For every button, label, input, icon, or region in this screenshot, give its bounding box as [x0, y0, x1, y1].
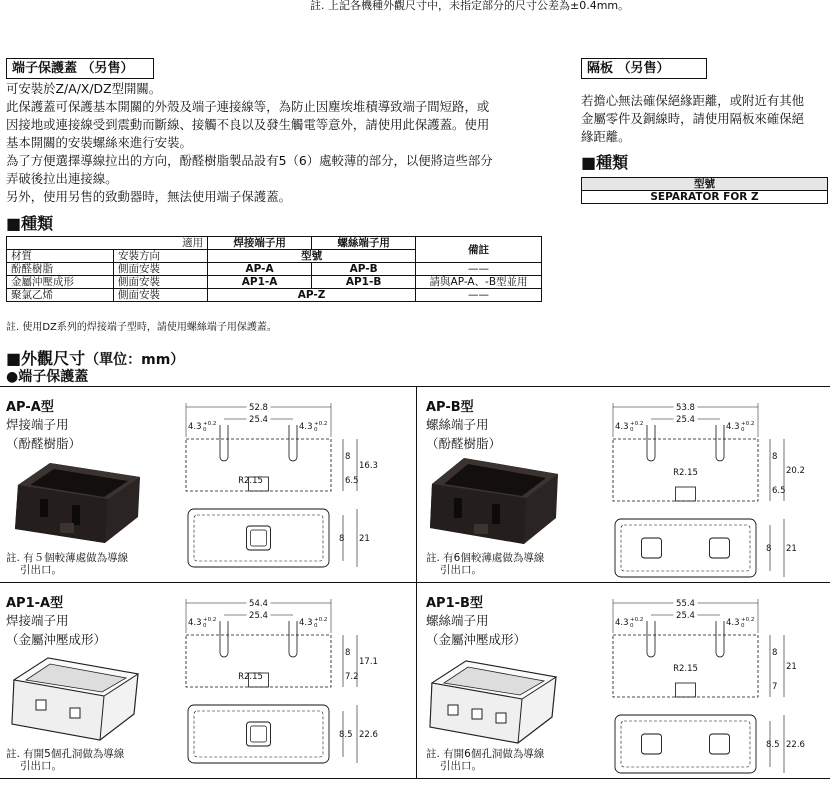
dim-slot-left-zero: 0 — [203, 427, 207, 433]
dim-slot-right-plus: +0.2 — [314, 617, 328, 623]
cell-screw: AP-B — [312, 263, 416, 276]
plan-view-inner — [621, 525, 750, 571]
dim-lower-label: 6.5 — [345, 476, 359, 486]
dim-d3-label: 8 — [766, 544, 772, 554]
dim-slot-right: 4.3 — [299, 422, 313, 432]
cover-line: 基本開關的安裝螺絲來進行安裝。 — [6, 135, 192, 150]
bottom-notch — [676, 487, 696, 501]
top-tolerance-note: 註. 上記各機種外觀尺寸中，未指定部分的尺寸公差為±0.4mm。 — [310, 0, 630, 12]
th-note: 備註 — [416, 237, 542, 263]
cover-line: 另外，使用另售的致動器時，無法使用端子保護蓋。 — [6, 189, 291, 204]
dim-slot-left-plus: +0.2 — [630, 421, 644, 427]
dim-slot-left-zero: 0 — [630, 427, 634, 433]
dim-cell-material: （金屬沖壓成形） — [426, 632, 527, 647]
slot-left — [220, 621, 228, 657]
cell-both: AP-Z — [208, 289, 416, 302]
note-line: 註. 有開6個孔洞做為導線 — [426, 748, 545, 760]
dim-slot-left-zero: 0 — [203, 623, 207, 629]
dim-pitch-label: 25.4 — [249, 415, 268, 425]
plan-hole — [642, 538, 662, 558]
dim-height-label: 20.2 — [786, 466, 805, 476]
dim-pitch-label: 25.4 — [676, 415, 695, 425]
cell-note: —— — [416, 263, 542, 276]
dim-cell-title: AP1-A型 — [6, 596, 64, 611]
note-line: 引出口。 — [440, 760, 482, 772]
radius-label: R2.15 — [673, 664, 698, 674]
th-model: 型號 — [208, 250, 416, 263]
cell-material: 金屬沖壓成形 — [7, 276, 114, 289]
dim-lower-label: 7.2 — [345, 672, 359, 682]
dim-width-label: 52.8 — [249, 403, 268, 413]
separator-line: 緣距離。 — [581, 129, 631, 144]
dim-slot-left: 4.3 — [615, 422, 629, 432]
separator-types-heading: ■種類 — [581, 153, 629, 172]
dim-cell-sub: 焊接端子用 — [6, 417, 69, 432]
cell-mount: 側面安裝 — [114, 276, 208, 289]
th-applicable: 適用 — [7, 237, 208, 250]
separator-line: 若擔心無法確保絕緣距離，或附近有其他 — [581, 93, 805, 108]
plan-hole — [710, 734, 730, 754]
dims-heading: ■外觀尺寸 — [6, 349, 86, 368]
dim-width-label: 55.4 — [676, 599, 695, 609]
dim-pitch-label: 25.4 — [676, 611, 695, 621]
plan-view-inner — [194, 711, 323, 757]
dim-height-label: 21 — [786, 662, 797, 672]
dim-upper-label: 8 — [345, 452, 351, 462]
note-line: 註. 有開5個孔洞做為導線 — [6, 748, 125, 760]
note-line: 引出口。 — [440, 564, 482, 576]
th-material: 材質 — [7, 250, 114, 263]
dim-upper-label: 8 — [345, 648, 351, 658]
note-line: 註. 有５個較薄處做為導線 — [6, 552, 129, 564]
types-heading: ■種類 — [6, 214, 54, 233]
dim-slot-left: 4.3 — [188, 618, 202, 628]
dim-cell-material: （酚醛樹脂） — [426, 436, 502, 451]
dim-upper-label: 8 — [772, 452, 778, 462]
table-footnote: 註. 使用DZ系列的焊接端子型時，請使用螺絲端子用保護蓋。 — [6, 322, 277, 333]
note-line: 引出口。 — [20, 760, 62, 772]
cell-mount: 側面安裝 — [114, 289, 208, 302]
cover-line: 此保護蓋可保護基本開關的外殼及端子連接線等，為防止因塵埃堆積導致端子間短路，或 — [6, 99, 490, 114]
plan-view-inner — [194, 515, 323, 561]
plan-hole — [642, 734, 662, 754]
cover-line: 因接地或連接線受到震動而斷線、接觸不良以及發生觸電等意外，請使用此保護蓋。使用 — [6, 117, 490, 132]
cell-note: 請與AP-A、-B型並用 — [416, 276, 542, 289]
slot-right — [289, 425, 297, 461]
plan-view-outline — [188, 509, 329, 567]
dim-slot-left: 4.3 — [188, 422, 202, 432]
th-solder: 焊接端子用 — [208, 237, 312, 250]
dim-depth-label: 21 — [786, 544, 797, 554]
separator-line: 金屬零件及銅線時，請使用隔板來確保絕 — [581, 111, 805, 126]
separator-th-model: 型號 — [582, 178, 828, 191]
cover-line: 為了方便選擇導線拉出的方向，酚醛樹脂製品設有5（6）處較薄的部分，以便將這些部分 — [6, 153, 493, 168]
dim-cell-sub: 螺絲端子用 — [426, 613, 489, 628]
cell-material: 聚氯乙烯 — [7, 289, 114, 302]
plan-view-inner — [621, 721, 750, 767]
dim-d3-label: 8 — [339, 534, 345, 544]
dim-cell-title: AP-A型 — [6, 400, 54, 415]
dim-slot-left-plus: +0.2 — [203, 617, 217, 623]
dim-height-label: 17.1 — [359, 657, 378, 667]
slot-right — [716, 425, 724, 461]
dim-cell-material: （金屬沖壓成形） — [6, 632, 107, 647]
th-screw: 螺絲端子用 — [312, 237, 416, 250]
bottom-notch — [676, 683, 696, 697]
cell-mount: 側面安裝 — [114, 263, 208, 276]
plan-hole-inner — [251, 726, 267, 742]
dim-slot-right-zero: 0 — [741, 623, 745, 629]
dim-pitch-label: 25.4 — [249, 611, 268, 621]
cover-line: 可安裝於Z/A/X/DZ型開關。 — [6, 81, 162, 96]
cell-solder: AP-A — [208, 263, 312, 276]
radius-label: R2.15 — [238, 476, 263, 486]
slot-right — [716, 621, 724, 657]
dim-cell-material: （酚醛樹脂） — [6, 436, 82, 451]
plan-view-outline — [615, 519, 756, 577]
dim-cell-sub: 螺絲端子用 — [426, 417, 489, 432]
dim-slot-left: 4.3 — [615, 618, 629, 628]
dim-slot-right-plus: +0.2 — [741, 617, 755, 623]
dim-slot-right-zero: 0 — [314, 427, 318, 433]
dim-slot-right: 4.3 — [726, 422, 740, 432]
cell-solder: AP1-A — [208, 276, 312, 289]
dim-upper-label: 8 — [772, 648, 778, 658]
radius-label: R2.15 — [673, 468, 698, 478]
radius-label: R2.15 — [238, 672, 263, 682]
cover-heading: 端子保護蓋 （另售） — [6, 58, 154, 79]
separator-heading: 隔板 （另售） — [581, 58, 707, 79]
dim-depth-label: 21 — [359, 534, 370, 544]
dim-slot-right-zero: 0 — [741, 427, 745, 433]
dims-subheading: ●端子保護蓋 — [6, 369, 89, 385]
slot-left — [647, 425, 655, 461]
dim-depth-label: 22.6 — [786, 740, 805, 750]
dim-width-label: 53.8 — [676, 403, 695, 413]
slot-left — [647, 621, 655, 657]
dim-cell-sub: 焊接端子用 — [6, 613, 69, 628]
note-line: 引出口。 — [20, 564, 62, 576]
note-line: 註. 有6個較薄處做為導線 — [426, 552, 545, 564]
slot-left — [220, 425, 228, 461]
dim-slot-left-plus: +0.2 — [203, 421, 217, 427]
th-mount: 安裝方向 — [114, 250, 208, 263]
dim-slot-right-plus: +0.2 — [314, 421, 328, 427]
cover-line: 弄破後拉出連接線。 — [6, 171, 118, 186]
dim-slot-right-plus: +0.2 — [741, 421, 755, 427]
dim-slot-left-plus: +0.2 — [630, 617, 644, 623]
dim-slot-right: 4.3 — [726, 618, 740, 628]
dim-d3-label: 8.5 — [766, 740, 780, 750]
dim-cell-title: AP-B型 — [426, 400, 474, 415]
cell-note: —— — [416, 289, 542, 302]
dim-depth-label: 22.6 — [359, 730, 378, 740]
plan-view-outline — [615, 715, 756, 773]
dim-d3-label: 8.5 — [339, 730, 353, 740]
dims-unit: （單位：mm） — [85, 352, 185, 368]
plan-hole-inner — [251, 530, 267, 546]
dim-slot-right-zero: 0 — [314, 623, 318, 629]
plan-view-outline — [188, 705, 329, 763]
plan-hole — [247, 526, 271, 550]
dim-lower-label: 7 — [772, 682, 778, 692]
dim-width-label: 54.4 — [249, 599, 268, 609]
slot-right — [289, 621, 297, 657]
separator-model: SEPARATOR FOR Z — [582, 191, 828, 204]
cell-material: 酚醛樹脂 — [7, 263, 114, 276]
dim-height-label: 16.3 — [359, 461, 378, 471]
plan-hole — [710, 538, 730, 558]
dim-lower-label: 6.5 — [772, 486, 786, 496]
dim-slot-left-zero: 0 — [630, 623, 634, 629]
cell-screw: AP1-B — [312, 276, 416, 289]
dim-slot-right: 4.3 — [299, 618, 313, 628]
dim-cell-title: AP1-B型 — [426, 596, 483, 611]
plan-hole — [247, 722, 271, 746]
